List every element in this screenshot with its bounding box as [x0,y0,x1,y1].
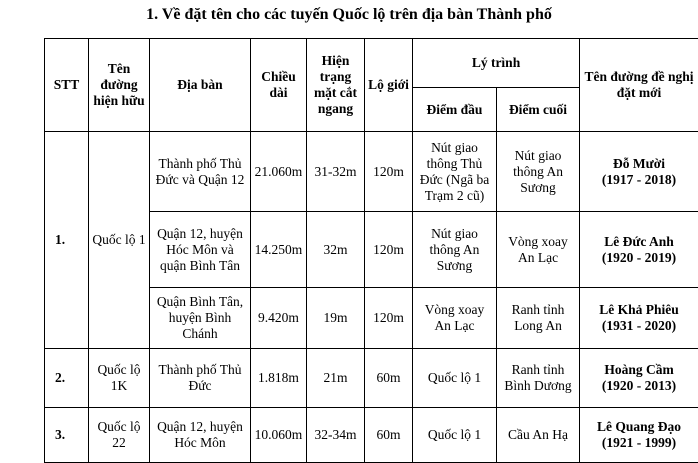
header-right-of-way: Lộ giới [365,39,413,132]
end-point-cell: Vòng xoay An Lạc [497,212,580,288]
start-point-cell: Nút giao thông An Sương [413,212,497,288]
length-cell: 10.060m [251,408,307,463]
header-proposed-name: Tên đường đề nghị đặt mới [580,39,698,132]
stt-cell: 1. [45,132,89,349]
proposed-name: Lê Đức Anh [583,234,695,250]
right-of-way-cell: 60m [365,408,413,463]
proposed-name: Hoàng Cầm [583,362,695,378]
header-current-name: Tên đường hiện hữu [89,39,150,132]
current-road-cell: Quốc lộ 22 [89,408,150,463]
cross-section-cell: 31-32m [307,132,365,212]
right-of-way-cell: 120m [365,212,413,288]
table-row [45,349,698,408]
start-point-cell: Quốc lộ 1 [413,349,497,408]
start-point-cell: Vòng xoay An Lạc [413,288,497,349]
length-cell: 1.818m [251,349,307,408]
stt-cell: 2. [45,349,89,408]
current-road-cell: Quốc lộ 1K [89,349,150,408]
end-point-cell: Ranh tỉnh Bình Dương [497,349,580,408]
proposed-name-cell [580,288,698,349]
header-end-point: Điểm cuối [497,88,580,132]
end-point-cell: Ranh tỉnh Long An [497,288,580,349]
proposed-name-cell [580,212,698,288]
cross-section-cell: 21m [307,349,365,408]
right-of-way-cell: 60m [365,349,413,408]
header-start-point: Điểm đầu [413,88,497,132]
table-row [45,408,698,463]
cross-section-cell: 32-34m [307,408,365,463]
area-cell: Thành phố Thủ Đức [150,349,251,408]
stt-cell: 3. [45,408,89,463]
proposed-name-years: (1917 - 2018) [583,172,695,188]
end-point-cell: Nút giao thông An Sương [497,132,580,212]
length-cell: 9.420m [251,288,307,349]
cross-section-cell: 32m [307,212,365,288]
right-of-way-cell: 120m [365,132,413,212]
area-cell: Quận 12, huyện Hóc Môn [150,408,251,463]
end-point-cell: Cầu An Hạ [497,408,580,463]
length-cell: 14.250m [251,212,307,288]
start-point-cell: Quốc lộ 1 [413,408,497,463]
area-cell: Quận Bình Tân, huyện Bình Chánh [150,288,251,349]
length-cell: 21.060m [251,132,307,212]
proposed-name-years: (1921 - 1999) [583,435,695,451]
table-row [45,132,698,212]
start-point-cell: Nút giao thông Thủ Đức (Ngã ba Trạm 2 cũ) [413,132,497,212]
proposed-name: Đỗ Mười [583,156,695,172]
cross-section-cell: 19m [307,288,365,349]
proposed-name-cell [580,349,698,408]
header-cross-section: Hiện trạng mặt cắt ngang [307,39,365,132]
table-header [45,39,698,132]
table-body [45,132,698,463]
proposed-name-years: (1920 - 2013) [583,378,695,394]
area-cell: Thành phố Thủ Đức và Quận 12 [150,132,251,212]
header-area: Địa bàn [150,39,251,132]
proposed-name-cell [580,132,698,212]
road-naming-table [44,38,698,463]
header-length: Chiều dài [251,39,307,132]
section-title: 1. Về đặt tên cho các tuyến Quốc lộ trên địa bàn Thành phố [0,5,698,25]
right-of-way-cell: 120m [365,288,413,349]
header-stt: STT [45,39,89,132]
proposed-name: Lê Khả Phiêu [583,302,695,318]
area-cell: Quận 12, huyện Hóc Môn và quận Bình Tân [150,212,251,288]
current-road-cell: Quốc lộ 1 [89,132,150,349]
proposed-name-cell [580,408,698,463]
header-route: Lý trình [413,39,580,88]
proposed-name-years: (1920 - 2019) [583,250,695,266]
proposed-name-years: (1931 - 2020) [583,318,695,334]
proposed-name: Lê Quang Đạo [583,419,695,435]
